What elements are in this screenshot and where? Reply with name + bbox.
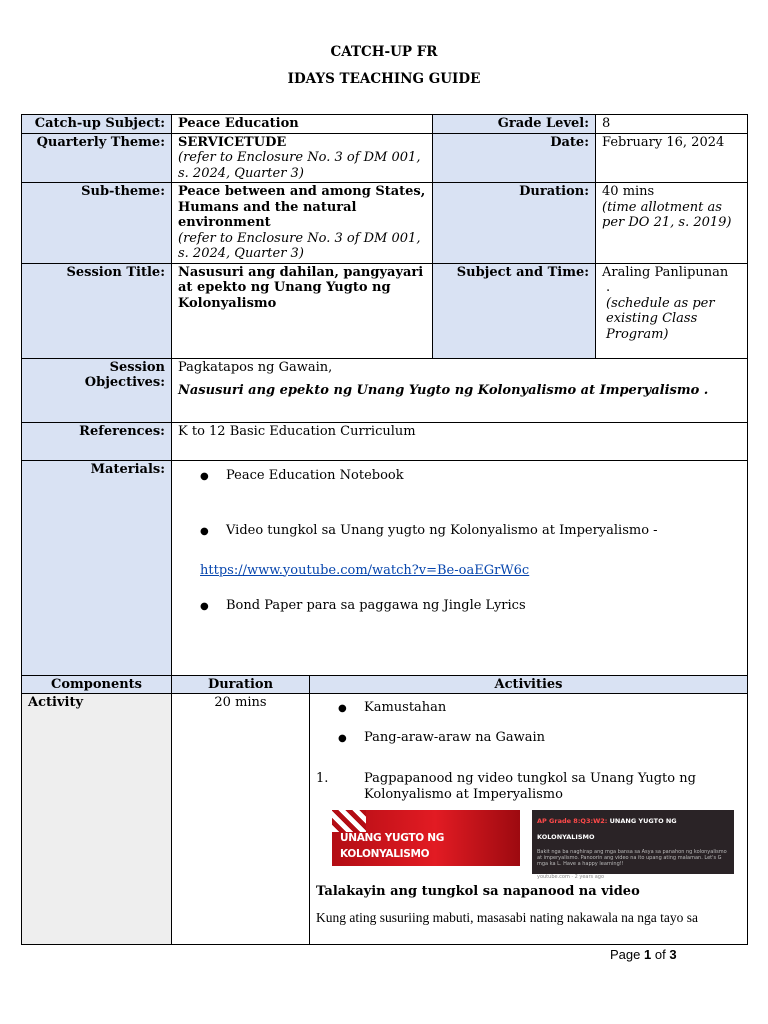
thumbnail-2-title: UNANG YUGTO NG KOLONYALISMO (537, 817, 677, 841)
page-number: 1 (644, 947, 652, 962)
activity-name: Activity (22, 694, 172, 945)
page-label: Page (610, 947, 641, 962)
page-footer (610, 947, 677, 962)
thumbnail-2-body: Bakit nga ba naghirap ang mga bansa sa Asya sa panahon ng kolonyalismo at imperyalismo. Panoorin ang video na ito upang ating malaman. Let's G mga ka L. Have a happy learning!! (537, 849, 727, 867)
materials-item-notebook: ● Peace Education Notebook (200, 468, 741, 484)
duration-note: (time allotment as per DO 21, s. 2019) (602, 199, 732, 230)
date-label: Date: (433, 133, 596, 183)
thumbnail-1-title: UNANG YUGTO NG KOLONYALISMO (340, 832, 445, 860)
duration-value: 40 mins (602, 184, 655, 199)
video-thumbnail-1[interactable] (332, 810, 520, 866)
objectives-label: Session Objectives: (22, 358, 172, 422)
objectives-line2: Nasusuri ang epekto ng Unang Yugto ng Kolonyalismo at Imperyalismo . (178, 383, 709, 398)
activity-bullet-kamustahan: ● Kamustahan (338, 700, 741, 716)
discussion-text: Kung ating susuriing mabuti, masasabi nating nakawala na nga tayo sa (316, 909, 699, 925)
page-of: of (654, 947, 666, 962)
date-value: February 16, 2024 (596, 133, 748, 183)
session-title-value: Nasusuri ang dahilan, pangyayari at epekto ng Unang Yugto ng Kolonyalismo (172, 263, 433, 358)
materials-list (200, 468, 741, 539)
video-thumbnail-2[interactable] (532, 810, 734, 880)
thumbnail-2-footer: youtube.com · 2 years ago (537, 874, 605, 880)
subject-time-label: Subject and Time: (433, 263, 596, 358)
header-line1: CATCH-UP FR (330, 44, 438, 60)
grade-label: Grade Level: (433, 115, 596, 134)
row-session (22, 263, 748, 358)
theme-value: SERVICETUDE (178, 134, 287, 150)
activity-duration: 20 mins (172, 694, 310, 945)
row-objectives (22, 358, 748, 422)
row-theme (22, 133, 748, 183)
thumbnail-2-prefix: AP Grade 8:Q3:W2: (537, 817, 610, 825)
subject-label: Catch-up Subject: (22, 115, 172, 134)
row-components-header (22, 675, 748, 694)
activities-header: Activities (310, 675, 748, 694)
subject-value: Peace Education (172, 115, 433, 134)
row-materials (22, 460, 748, 675)
theme-label: Quarterly Theme: (22, 133, 172, 183)
row-subject (22, 115, 748, 134)
materials-item-bond-paper: ● Bond Paper para sa paggawa ng Jingle Lyrics (200, 598, 741, 614)
theme-note: (refer to Enclosure No. 3 of DM 001, s. 2024, Quarter 3) (178, 150, 421, 181)
video-link[interactable]: https://www.youtube.com/watch?v=Be-oaEGrW6c (200, 562, 530, 578)
objectives-line1: Pagkatapos ng Gawain, (178, 359, 333, 375)
row-activity: Activity 20 mins ● Kamustahan ● Pang-araw-araw na Gawain 1. Pagpapanood ng video tungkol sa Unang Yugto ng Kolonyalismo at Imperyalismo UNANG YUGTO NG KOLONYALISMO AP Grade 8:Q3:W2: UNANG YUGTO NG KOLONYALISMO Bakit nga ba naghirap ang mga bansa sa Asya sa panahon ng kolonyalismo at imperyalismo. Panoorin ang video na ito upang ating malaman. Let's G mga ka L. Have a happy learning!! youtube.com · 2 years ago Talakayin ang tungkol sa napanood na video Kung ating susuriing mabuti, masasabi nating nakawala na nga tayo sa (22, 694, 748, 945)
grade-value: 8 (596, 115, 748, 134)
references-value: K to 12 Basic Education Curriculum (172, 422, 748, 460)
session-title-label: Session Title: (22, 263, 172, 358)
references-label: References: (22, 422, 172, 460)
header-line2: IDAYS TEACHING GUIDE (287, 71, 481, 87)
subject-time-note: (schedule as per existing Class Program) (606, 295, 715, 342)
duration-header: Duration (172, 675, 310, 694)
subtheme-label: Sub-theme: (22, 183, 172, 264)
row-subtheme (22, 183, 748, 264)
components-header: Components (22, 675, 172, 694)
subtheme-note: (refer to Enclosure No. 3 of DM 001, s. 2024, Quarter 3) (178, 230, 421, 261)
row-references (22, 422, 748, 460)
discussion-title: Talakayin ang tungkol sa napanood na video (316, 884, 640, 899)
activity-numbered-1: Pagpapanood ng video tungkol sa Unang Yugto ng Kolonyalismo at Imperyalismo (364, 771, 696, 802)
subtheme-value: Peace between and among States, Humans and the natural environment (178, 184, 426, 230)
duration-label: Duration: (433, 183, 596, 264)
subject-time-dot: . (606, 280, 611, 295)
page-total: 3 (669, 947, 677, 962)
stripe-decoration (332, 810, 366, 832)
materials-label: Materials: (22, 460, 172, 675)
subject-time-value: Araling Panlipunan (602, 264, 729, 280)
activity-bullet-gawain: ● Pang-araw-araw na Gawain (338, 730, 741, 746)
materials-item-video: ● Video tungkol sa Unang yugto ng Kolonyalismo at Imperyalismo - (200, 523, 741, 539)
teaching-guide-table (21, 114, 748, 945)
